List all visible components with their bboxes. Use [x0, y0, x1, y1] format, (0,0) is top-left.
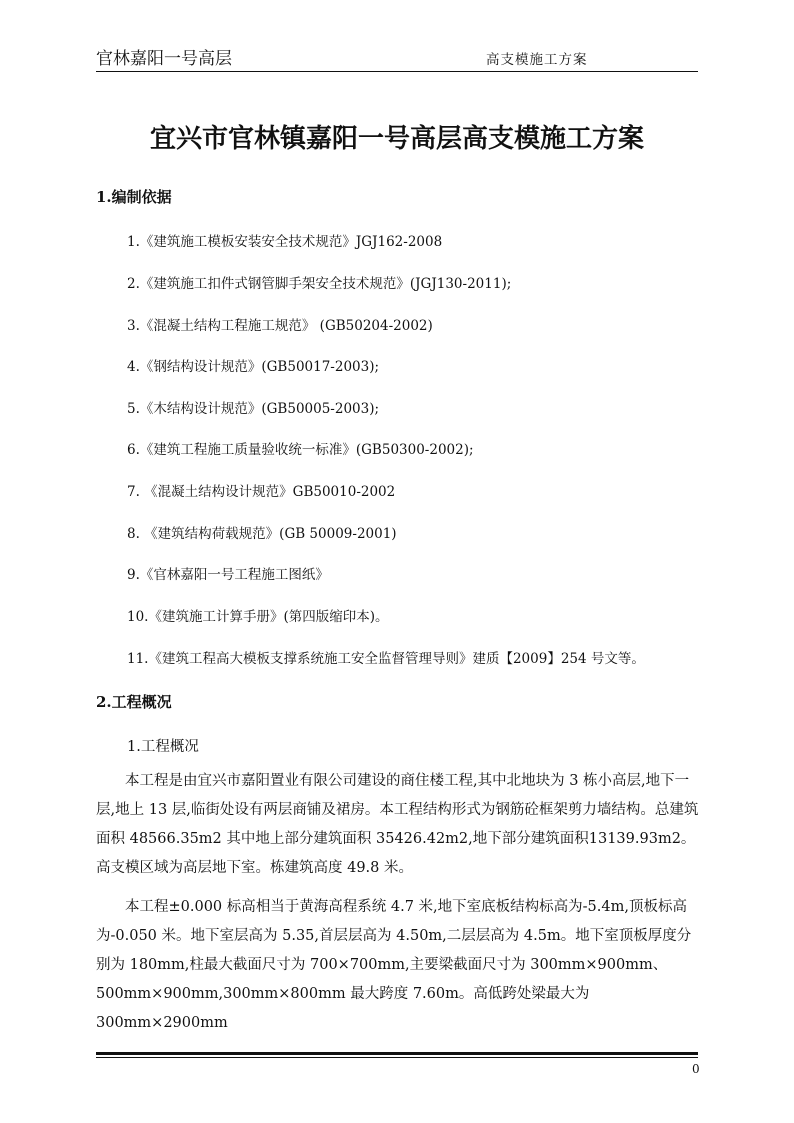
reference-item: 3.《混凝土结构工程施工规范》 (GB50204-2002): [127, 318, 433, 334]
reference-item: 6.《建筑工程施工质量验收统一标准》(GB50300-2002);: [127, 442, 474, 458]
reference-item: 10.《建筑施工计算手册》(第四版缩印本)。: [127, 609, 389, 625]
reference-item: 2.《建筑施工扣件式钢管脚手架安全技术规范》(JGJ130-2011);: [127, 276, 512, 292]
reference-item: 7. 《混凝土结构设计规范》GB50010-2002: [127, 484, 396, 500]
reference-item: 4.《钢结构设计规范》(GB50017-2003);: [127, 359, 380, 375]
reference-item: 5.《木结构设计规范》(GB50005-2003);: [127, 401, 380, 417]
overview-paragraph: 本工程是由宜兴市嘉阳置业有限公司建设的商住楼工程,其中北地块为 3 栋小高层,地下一层,地上 13 层,临街处设有两层商铺及裙房。本工程结构形式为钢筋砼框架剪力墙结构。总建筑面积 48566.35m2 其中地上部分建筑面积 35426.42m2,地下部分建筑面积13139.93m2。高支模区域为高层地下室。栋建筑高度 49.8 米。: [96, 773, 699, 876]
page-number: 0: [692, 1062, 700, 1076]
reference-item: 9.《官林嘉阳一号工程施工图纸》: [127, 567, 329, 583]
header-divider: [96, 71, 698, 72]
section-heading-basis: 1.编制依据: [96, 188, 172, 206]
reference-item: 8. 《建筑结构荷载规范》(GB 50009-2001): [127, 526, 397, 542]
document-title: 宜兴市官林镇嘉阳一号高层高支模施工方案: [149, 124, 644, 154]
overview-paragraph: 本工程±0.000 标高相当于黄海高程系统 4.7 米,地下室底板结构标高为-5.4m,顶板标高为-0.050 米。地下室层高为 5.35,首层层高为 4.50m,二层层高为 4.5m。地下室顶板厚度分别为 180mm,柱最大截面尺寸为 700×700mm,主要梁截面尺寸为 300mm×900mm、500mm×900mm,300mm×800mm 最大跨度 7.60m。高低跨处梁最大为 300mm×2900mm: [96, 899, 692, 1031]
footer-divider: [96, 1052, 698, 1055]
reference-item: 1.《建筑施工模板安装安全技术规范》JGJ162-2008: [127, 234, 443, 250]
subsection-heading: 1.工程概况: [127, 739, 199, 755]
header-document-name: 高支模施工方案: [486, 52, 588, 68]
reference-item: 11.《建筑工程高大模板支撑系统施工安全监督管理导则》建质【2009】254 号文等。: [127, 651, 645, 667]
section-heading-overview: 2.工程概况: [96, 693, 172, 711]
footer-divider-thin: [96, 1057, 698, 1058]
header-project-name: 官林嘉阳一号高层: [96, 49, 232, 69]
